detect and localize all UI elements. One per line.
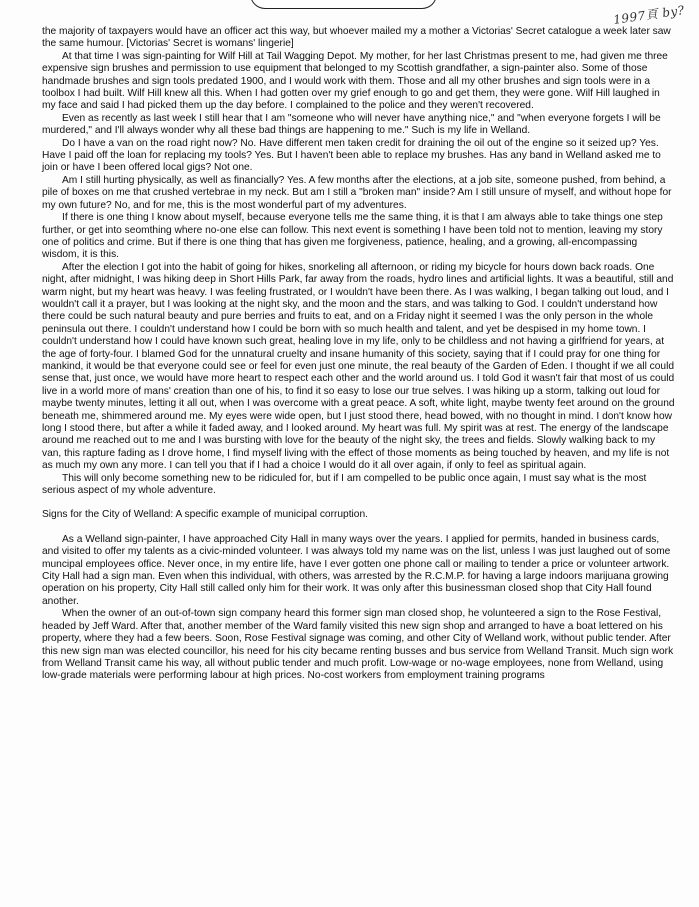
paragraph: At that time I was sign-painting for Wilf Hill at Tail Wagging Depot. My mother, for her last Christmas present to me, had given me three expensive sign brushes and permission to use equipment that belonged to my Scottish grandfather, a sign-painter also. Some of those handmade brushes and sign tools predated 1900, and I would work with them. Those and all my other brushes and sign tools were in a toolbox I had built. Wilf Hill knew all this. When I had gotten over my grief enough to go and get them, they were gone. Wilf Hill laughed in my face and said I had picked them up the day before. I complained to the police and they weren't recovered. bbox=[42, 50, 668, 112]
paragraph: Am I still hurting physically, as well as financially? Yes. A few months after the elections, at a job site, someone pushed, from behind, a pile of boxes on me that crushed vertebrae in my neck. But am I still a "broken man" inside? Am I still unsure of myself, and without hope for my own future? No, and for me, this is the most wonderful part of my adventures. bbox=[42, 174, 672, 211]
paragraph: Even as recently as last week I still hear that I am "someone who will never have anything nice," and "when everyone forgets I will be murdered," and I'll always wonder why all these bad things are happening to me." Such is my life in Welland. bbox=[42, 112, 661, 137]
document-body bbox=[42, 26, 676, 683]
paragraph: Do I have a van on the road right now? No. Have different men taken credit for draining the oil out of the engine so it seized up? Yes. Have I paid off the loan for replacing my tools? Yes. But I haven't been able to replace my brushes. Has any band in Welland asked me to join or have I been offered local gigs? Not one. bbox=[42, 137, 661, 174]
section-heading: Signs for the City of Welland: A specific example of municipal corruption. bbox=[42, 509, 368, 521]
paragraph: When the owner of an out-of-town sign company heard this former sign man closed shop, he volunteered a sign to the Rose Festival, headed by Jeff Ward. After that, another member of the Ward family visited this new sign shop and arranged to have a boat lettered on his property, where they had a few beers. Soon, Rose Festival signage was coming, and other City of Welland work, without public tender. After this new sign man was elected councillor, his need for his city became renting busses and bus service from Welland Transit. Much sign work from Welland Transit came his way, all without public tender and much profit. Low-wage or no-wage employees, none from Welland, using low-grade materials were performing labour at high prices. No-cost workers from employment training programs bbox=[42, 608, 674, 682]
paragraph: the majority of taxpayers would have an officer act this way, but whoever mailed my a mother a Victorias' Secret catalogue a week later saw the same humour. [Victorias' Secret is womans' lingerie] bbox=[42, 26, 671, 50]
paragraph: This will only become something new to be ridiculed for, but if I am compelled to be public once again, I must say what is the most serious aspect of my whole adventure. bbox=[42, 472, 647, 497]
binder-tab-outline bbox=[250, 0, 437, 9]
handwritten-note: 1997頁 by? bbox=[612, 3, 686, 27]
paragraph: After the election I got into the habit of going for hikes, snorkeling all afternoon, or riding my bicycle for hours down back roads. One night, after midnight, I was hiking deep in Short Hills Park, far away from the roads, hydro lines and artificial lights. It was a beautiful, still and warm night, but my heart was heavy. I was feeling frustrated, or I wouldn't have been there. As I was walking, I began talking out loud, and I wouldn't call it a prayer, but I was looking at the night sky, and the moon and the stars, and was talking to God. I couldn't understand how there could be such natural beauty and pure berries and fruits to eat, and on a Friday night it seemed I was the only person in the whole peninsula out there. I couldn't understand how I could be born with so much health and talent, and yet be despised in my home town. I couldn't understand how I could have known such great, healing love in my life, only to be childless and not having a girlfriend for years, at the age of forty-four. I blamed God for the unnatural cruelty and insane humanity of this society, saying that if I could pray for one thing for mankind, it would be that everyone could see or feel for even just one minute, the real beauty of the Garden of Eden. I thought if we all could sense that, just once, we would have more heart to respect each other and the world around us. I told God it wasn't fair that most of us could live in a world more of mans' creation than one of his, to find it so easy to lose our true selves. I was hiking up a storm, talking out loud for maybe twenty minutes, letting it all out, when I was overcome with a great peace. A soft, white light, maybe twenty feet around on the ground beneath me, shimmered around me. My eyes were wide open, but I just stood there, head bowed, with no thought in mind. I don't know how long I stood there, but after a while it faded away, and I looked around. My heart was full. My spirit was at rest. The energy of the landscape around me reached out to me and I was bursting with love for the beauty of the night sky, the trees and fields. Slowly walking back to my van, this rapture fading as I drove home, I find myself living with the effect of those moments as being touched by heaven, and my life is not as much my own any more. I can tell you that if I had a choice I would do it all over again, if only to feel as spiritual again. bbox=[42, 261, 675, 472]
paragraph: As a Welland sign-painter, I have approached City Hall in many ways over the years. I applied for permits, handed in business cards, and visited to offer my talents as a civic-minded volunteer. I was always told my name was on the list, unless I was just laughed out of some muncipal employees office. Never once, in my entire life, have I ever gotten one phone call or mailing to tender a price or volunteer artwork. City Hall had a sign man. Even when this individual, with others, was arrested by the R.C.M.P. for having a large indoors marijuana growing operation on his property, City Hall still called only him for their work. It was only after this businessman closed shop that City Hall found another. bbox=[42, 533, 671, 607]
paragraph: If there is one thing I know about myself, because everyone tells me the same thing, it is that I am always able to take things one step further, or get into seomthing where no-one else can follow. This next event is something I have been told not to mention, leaving my story one of politics and crime. But if there is one thing that has given me forgiveness, patience, healing, and a growing, all-encompassing wisdom, it is this. bbox=[42, 212, 663, 261]
